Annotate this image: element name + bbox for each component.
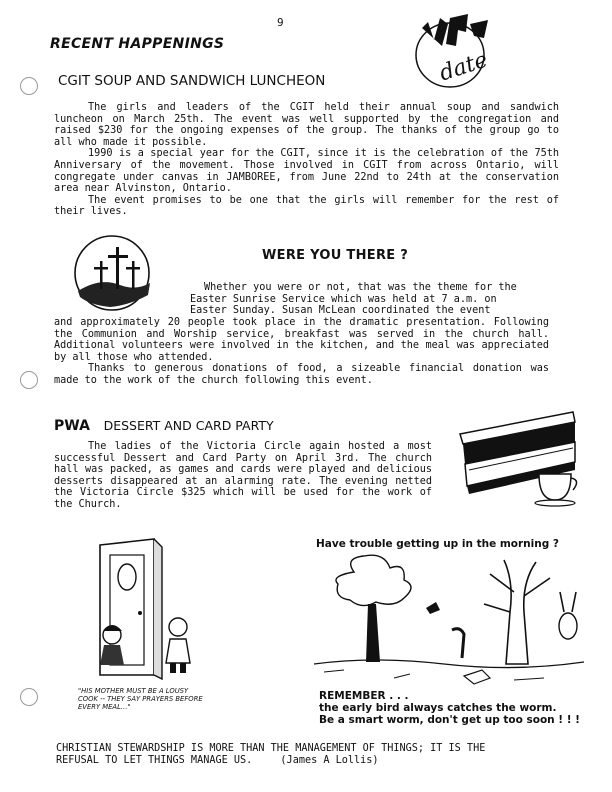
easter-paragraph-2: Thanks to generous donations of food, a sizeable financial donation was made to the work of the church following this event. bbox=[54, 363, 549, 386]
cgit-paragraph-2: 1990 is a special year for the CGIT, since it is the celebration of the 75th Anniversary of the movement. Those involved in CGIT from across Ontario, will congregate under canvas in JAMBOREE, from June 22nd to 24th at the conservation area near Alvinston, Ontario. bbox=[54, 148, 559, 195]
cartoon-caption-line-1: "HIS MOTHER MUST BE A LOUSY bbox=[78, 687, 189, 695]
binder-hole-top bbox=[20, 77, 38, 95]
section-title: RECENT HAPPENINGS bbox=[50, 36, 225, 52]
pwa-paragraph-1: The ladies of the Victoria Circle again hosted a most successful Dessert and Card Party on April 3rd. The church hall was packed, as games and cards were played and delicious desserts disappeared at an alarming rate. The evening netted the Victoria Circle $325 which will be used for the work of the Church. bbox=[54, 441, 432, 510]
cake-and-teacup-illustration bbox=[455, 404, 585, 509]
cgit-title: CGIT SOUP AND SANDWICH LUNCHEON bbox=[58, 73, 326, 89]
binder-hole-middle bbox=[20, 371, 38, 389]
easter-line-3: Easter Sunday. Susan McLean coordinated the event bbox=[190, 305, 491, 317]
page-number: 9 bbox=[277, 16, 284, 29]
tree-bird-worm-illustration bbox=[314, 552, 584, 690]
quote-attribution: (James A Lollis) bbox=[280, 754, 379, 766]
binder-hole-bottom bbox=[20, 688, 38, 706]
pwa-article bbox=[54, 441, 432, 511]
cartoon-caption-line-3: EVERY MEAL..." bbox=[78, 703, 131, 711]
stewardship-quote-line-1: CHRISTIAN STEWARDSHIP IS MORE THAN THE MANAGEMENT OF THINGS; IT IS THE bbox=[56, 743, 486, 754]
early-bird-remember: REMEMBER . . . bbox=[319, 690, 409, 702]
up-date-logo bbox=[410, 10, 500, 95]
cgit-paragraph-1: The girls and leaders of the CGIT held their annual soup and sandwich luncheon on March 25th. The event was well supported by the congregation and raised $230 for the ongoing expenses of the group. The thanks of the group go to all who made it possible. bbox=[54, 102, 559, 148]
early-bird-line-2: Be a smart worm, don't get up too soon ! ! ! bbox=[319, 714, 580, 726]
cgit-paragraph-3: The event promises to be one that the girls will remember for the rest of their lives. bbox=[54, 194, 559, 218]
pwa-title: DESSERT AND CARD PARTY bbox=[103, 418, 274, 433]
cartoon-caption bbox=[78, 687, 203, 711]
early-bird-question: Have trouble getting up in the morning ? bbox=[316, 538, 559, 550]
stewardship-quote bbox=[56, 743, 576, 766]
three-crosses-illustration bbox=[70, 233, 158, 313]
cgit-article bbox=[54, 102, 559, 218]
easter-line-1: Whether you were or not, that was the theme for the bbox=[204, 282, 517, 293]
easter-title: WERE YOU THERE ? bbox=[262, 248, 409, 263]
cartoon-caption-line-2: COOK -- THEY SAY PRAYERS BEFORE bbox=[78, 695, 203, 703]
easter-line-2: Easter Sunrise Service which was held at 7 a.m. on bbox=[190, 293, 497, 305]
easter-paragraph-1-rest: and approximately 20 people took place in the dramatic presentation. Following the Communion and Worship service, breakfast was served in the church hall. Additional volunteers were involved in the kitchen, and the meal was appreciated by all those who attended. bbox=[54, 317, 549, 363]
easter-article bbox=[54, 317, 549, 387]
praying-kids-cartoon bbox=[70, 535, 230, 685]
pwa-heading bbox=[54, 415, 274, 434]
stewardship-quote-line-2-text: REFUSAL TO LET THINGS MANAGE US. bbox=[56, 754, 253, 766]
easter-intro-lines bbox=[190, 282, 550, 317]
stewardship-quote-line-2 bbox=[56, 755, 576, 767]
svg-text:date: date bbox=[436, 47, 491, 87]
early-bird-line-1: the early bird always catches the worm. bbox=[319, 702, 557, 714]
pwa-title-prefix: PWA bbox=[54, 418, 90, 434]
